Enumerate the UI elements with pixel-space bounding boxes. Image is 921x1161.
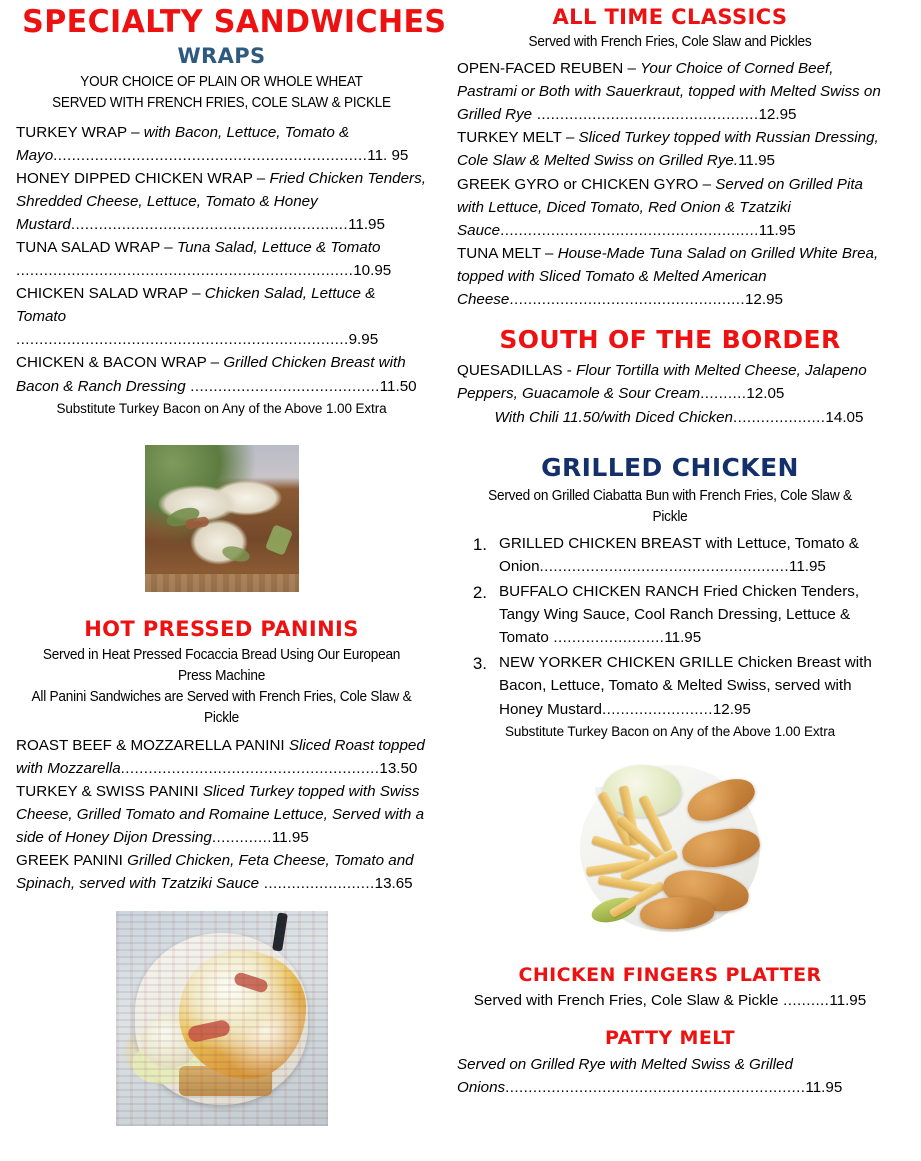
item-name: CHICKEN & BACON WRAP [16,354,207,372]
item-dash: – [160,238,177,256]
item-price: 12.05 [746,385,785,403]
leader-dots: ................................................ [532,106,759,124]
item-name: TURKEY MELT [457,129,562,147]
menu-item-quesadillas [457,359,883,405]
item-price: 14.05 [825,408,864,426]
leader-dots: ...................................................... [539,558,789,575]
list-number: 3. [472,654,487,674]
item-description: Flour Tortilla with Melted Cheese, Jalapeno Peppers, Guacamole & Sour Cream [457,362,867,403]
reuben-platter-photo [116,911,328,1126]
melted-cheese-topping [179,950,306,1079]
item-price: 10.95 [353,262,392,280]
item-description: Your Choice of Corned Beef, Pastrami or Both with Sauerkraut, topped with Melted Swiss on Grilled Rye [457,60,881,124]
item-description: with Lettuce, Tomato & Onion [499,534,859,575]
menu-item-turkey-melt [457,126,883,172]
item-price: 11.50 [379,377,417,395]
leader-dots: ......................................... [185,377,380,395]
item-dash: – [187,285,205,303]
list-item [457,651,883,720]
item-name: TUNA MELT [457,244,541,262]
menu-item-chicken-salad-wrap [16,282,427,351]
wrap-photo [145,445,299,592]
item-price: 11.95 [805,1078,843,1096]
leader-dots: ............. [211,829,272,846]
leader-dots: .................... [733,408,826,426]
leader-dots: .................................................................... [53,146,368,164]
item-dash: – [206,354,224,372]
item-price: 9.95 [348,331,379,349]
left-column [0,0,445,1161]
list-number: 1. [472,534,487,554]
paninis-subline-2: All Panini Sandwiches are Served with French Fries, Cole Slaw & Pickle [31,688,412,726]
item-name: TUNA SALAD WRAP [16,238,161,256]
leader-dots: ......................................................................... [16,262,354,280]
leader-dots: ........................ [601,700,713,718]
item-price: 12.95 [758,106,797,124]
item-name: QUESADILLAS - [457,362,577,380]
item-price: 11.95 [829,992,867,1010]
leader-dots: ........................ [259,875,375,893]
item-description: Fried Chicken Tenders, Shredded Cheese, Lettuce, Tomato & Honey Mustard [16,169,426,233]
item-name: ROAST BEEF & MOZZARELLA PANINI [16,736,289,754]
item-price: 11.95 [348,215,385,233]
leader-dots: ........................................................ [500,221,759,239]
grilled-chicken-list [457,532,883,721]
menu-item-greek-panini [16,849,427,895]
item-price: 13.50 [379,759,418,777]
menu-item-tuna-melt [457,242,883,311]
wraps-subline-2: SERVED WITH FRENCH FRIES, COLE SLAW & PICKLE [52,95,391,112]
leader-dots: .......... [778,992,830,1010]
item-price: 13.65 [374,875,413,893]
item-dash: – [540,244,558,262]
item-description: Served on Grilled Pita with Lettuce, Diced Tomato, Red Onion & Tzatziki Sauce [457,175,863,239]
menu-item-honey-dipped-chicken-wrap [16,167,427,236]
wraps-subline-1: YOUR CHOICE OF PLAIN OR WHOLE WHEAT [80,73,363,90]
item-description: Served with French Fries, Cole Slaw & Pickle [473,992,779,1010]
item-description: Sliced Roast topped with Mozzarella [16,736,425,777]
leader-dots: ........................ [548,629,665,647]
item-price: 11.95 [664,629,702,647]
leader-dots: ........................................................................ [16,331,349,349]
section-title-hot-pressed-paninis: HOT PRESSED PANINIS [84,616,359,641]
section-title-all-time-classics: ALL TIME CLASSICS [552,5,788,29]
item-description: Chicken Breast with Bacon, Lettuce, Tomato & Melted Swiss, served with Honey Mustard [499,654,872,718]
item-name: OPEN-FACED REUBEN [457,60,624,78]
section-title-chicken-fingers-platter: CHICKEN FINGERS PLATTER [518,963,822,986]
item-name: BUFFALO CHICKEN RANCH [499,583,704,601]
menu-item-tuna-salad-wrap [16,236,427,282]
item-description: With Chili 11.50/with Diced Chicken [494,408,734,426]
list-item [457,532,883,578]
item-price: 12.95 [712,700,751,718]
menu-item-chicken-fingers-platter [457,989,883,1012]
list-number: 2. [472,583,487,603]
section-title-grilled-chicken: GRILLED CHICKEN [541,452,799,482]
list-item-body [499,651,883,720]
item-dash: – [698,175,716,193]
leader-dots: ................................................... [509,291,745,308]
item-name: TURKEY & SWISS PANINI [16,782,203,800]
list-item-body [499,532,883,578]
section-title-wraps: WRAPS [177,43,266,68]
all-time-classics-subline: Served with French Fries, Cole Slaw and Pickles [528,34,812,51]
item-description: Grilled Chicken Breast with Bacon & Ranch Dressing [16,354,406,395]
menu-item-chicken-bacon-wrap [16,351,427,397]
chicken-fingers-photo [577,758,764,940]
paninis-subline-1: Served in Heat Pressed Focaccia Bread Using Our European Press Machine [42,646,401,684]
item-dash: – [252,169,270,187]
item-name: NEW YORKER CHICKEN GRILLE [499,654,738,672]
section-title-specialty-sandwiches: SPECIALTY SANDWICHES [22,4,447,40]
item-name: CHICKEN SALAD WRAP [16,285,188,303]
list-item [457,580,883,649]
leader-dots: ............................................................ [70,215,349,233]
list-item-body [499,580,883,649]
cutting-board-texture [145,574,299,592]
menu-item-turkey-wrap [16,121,427,167]
item-description: Tuna Salad, Lettuce & Tomato [176,238,381,256]
wraps-substitute-note: Substitute Turkey Bacon on Any of the Above 1.00 Extra [56,400,387,416]
item-name: GREEK PANINI [16,852,128,870]
item-price: 12.95 [744,291,783,308]
leader-dots: .......... [700,385,747,403]
menu-item-quesadillas-variations [457,406,883,429]
leader-dots: ................................................................. [505,1078,806,1096]
section-title-patty-melt: PATTY MELT [605,1026,735,1049]
section-title-south-of-the-border: SOUTH OF THE BORDER [499,325,841,355]
menu-item-patty-melt [457,1053,883,1099]
item-name: GREEK GYRO or CHICKEN GYRO [457,175,699,193]
item-dash: – [623,60,641,78]
item-description: Sliced Turkey topped with Swiss Cheese, Grilled Tomato and Romaine Lettuce, Served with a side of Honey Dijon Dressing [16,782,425,846]
item-dash: – [561,129,579,147]
menu-item-turkey-swiss-panini [16,780,427,849]
item-name: TURKEY WRAP [16,123,127,141]
item-name: HONEY DIPPED CHICKEN WRAP [16,169,253,187]
item-description: Fried Chicken Tenders, Tangy Wing Sauce, Cool Ranch Dressing, Lettuce & Tomato [499,583,860,647]
item-price: 11.95 [789,558,826,575]
item-description: Chicken Salad, Lettuce & Tomato [16,285,376,326]
item-dash: – [126,123,144,141]
item-name: GRILLED CHICKEN BREAST [499,534,706,552]
leader-dots: ........................................................ [120,759,380,777]
item-price: 11. 95 [367,146,409,164]
grilled-chicken-subline: Served on Grilled Ciabatta Bun with French Fries, Cole Slaw & Pickle [488,487,852,525]
item-description: Sliced Turkey topped with Russian Dressing, Cole Slaw & Melted Swiss on Grilled Rye. [457,129,879,170]
item-description: House-Made Tuna Salad on Grilled White Brea, topped with Sliced Tomato & Melted American Cheese [457,244,879,308]
menu-item-greek-gyro [457,173,883,242]
item-price: 11.95 [758,221,796,239]
lettuce-garnish-icon [220,544,251,564]
item-description: with Bacon, Lettuce, Tomato & Mayo [16,123,350,164]
item-price: 11.95 [271,829,309,846]
item-description: Grilled Chicken, Feta Cheese, Tomato and Spinach, served with Tzatziki Sauce [16,852,414,893]
grilled-chicken-substitute-note: Substitute Turkey Bacon on Any of the Above 1.00 Extra [504,723,836,739]
utensil-handle-icon [272,913,288,952]
item-price: 11.95 [738,152,775,170]
menu-item-open-faced-reuben [457,57,883,126]
avocado-slice-icon [265,524,293,556]
menu-item-roast-beef-mozzarella-panini [16,734,427,780]
right-column [445,0,921,1161]
item-description: Served on Grilled Rye with Melted Swiss & Grilled Onions [457,1055,793,1096]
